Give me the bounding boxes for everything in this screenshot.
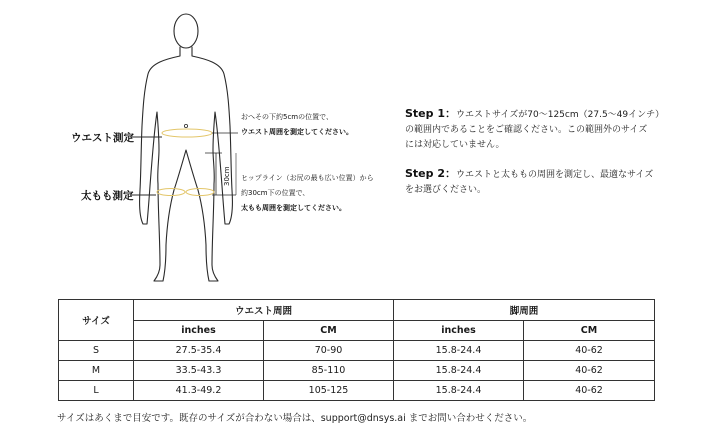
leg-cm-header: CM [524,321,655,341]
size-cell: M [59,361,134,381]
step-2-label: Step 2： [405,167,456,180]
waist-column-header: ウエスト周囲 [134,300,394,321]
waist-cm-cell: 70-90 [264,341,394,361]
waist-inches-cell: 33.5-43.3 [134,361,264,381]
waist-guide-ellipse [162,129,212,137]
right-thigh-guide-ellipse [186,189,214,196]
size-cell: L [59,381,134,401]
step-2-line: ウエストと太ももの周囲を測定し、最適なサイズ [456,170,654,180]
thigh-note-line: 太もも周囲を測定してください。 [241,204,346,212]
leg-cm-cell: 40-62 [524,341,655,361]
size-column-header: サイズ [59,300,134,341]
size-cell: S [59,341,134,361]
waist-inches-cell: 27.5-35.4 [134,341,264,361]
table-unit-row [59,321,655,341]
step-2-line: をお選びください。 [405,185,487,195]
waist-cm-header: CM [264,321,394,341]
leg-inches-cell: 15.8-24.4 [394,341,524,361]
thigh-note-line: ヒップライン（お尻の最も広い位置）から [241,174,374,182]
size-chart-table [58,299,655,401]
thigh-note-line: 約30cm下の位置で、 [241,189,310,197]
waist-inches-header: inches [134,321,264,341]
step-1-line: の範囲内であることをご確認ください。この範囲外のサイズ [405,125,648,135]
leg-inches-cell: 15.8-24.4 [394,361,524,381]
table-row [59,381,655,401]
leg-inches-header: inches [394,321,524,341]
leg-inches-cell: 15.8-24.4 [394,381,524,401]
step-1-line: ウエストサイズが70～125cm（27.5～49インチ） [456,110,665,120]
waist-note-line: おへその下約5cmの位置で、 [241,113,333,121]
table-header-row [59,300,655,321]
waist-instruction-note [241,110,353,140]
left-thigh-guide-ellipse [157,189,185,196]
waist-note-line: ウエスト周囲を測定してください。 [241,128,353,136]
waist-inches-cell: 41.3-49.2 [134,381,264,401]
step-1-line: には対応していません。 [405,140,505,150]
leg-cm-cell: 40-62 [524,361,655,381]
step-2 [405,166,653,198]
navel-marker [184,124,187,127]
body-outline [140,14,233,281]
thigh-instruction-note [241,171,374,216]
table-row [59,341,655,361]
leg-cm-cell: 40-62 [524,381,655,401]
step-1 [405,106,664,153]
footer-note: サイズはあくまで目安です。既存のサイズが合わない場合は、support@dnsys.ai までお問い合わせください。 [57,413,533,424]
waist-cm-cell: 85-110 [264,361,394,381]
table-row [59,361,655,381]
waist-cm-cell: 105-125 [264,381,394,401]
step-1-label: Step 1： [405,107,456,120]
thigh-measure-label: 太もも測定 [81,190,134,202]
leg-column-header: 脚周囲 [394,300,655,321]
dimension-label: 30cm [223,166,231,186]
waist-measure-label: ウエスト測定 [71,132,134,144]
